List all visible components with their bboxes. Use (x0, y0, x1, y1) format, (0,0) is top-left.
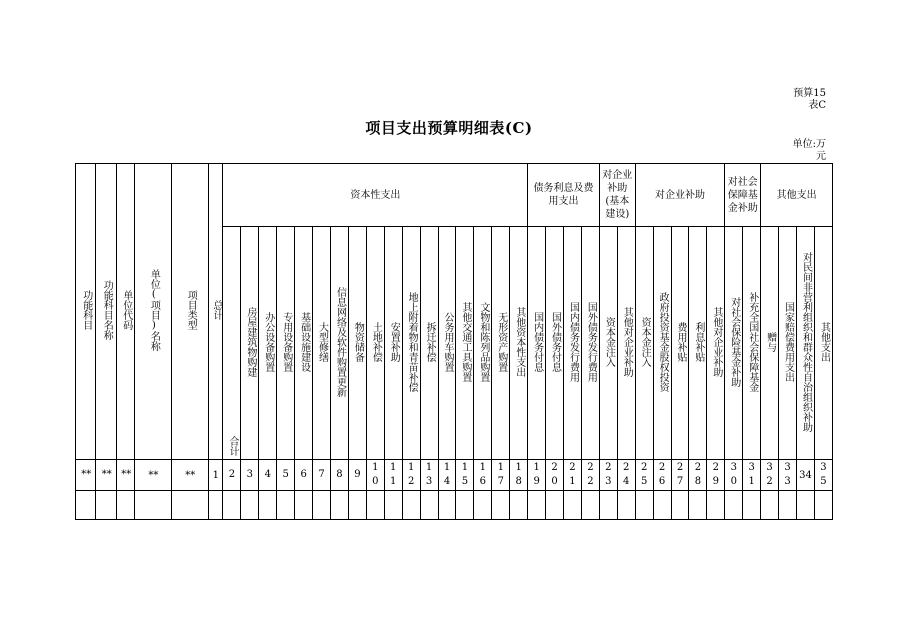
code-cell (348, 460, 366, 491)
budget-table (75, 163, 833, 520)
data-cell (707, 491, 725, 520)
code-cell (277, 460, 295, 491)
column-header-cell (402, 227, 420, 460)
code-cell (492, 460, 510, 491)
code-cell (779, 460, 797, 491)
code-value: ** (101, 469, 112, 480)
header-label: 赠与 (764, 331, 776, 352)
other-group-header (761, 164, 833, 227)
column-header-cell (277, 227, 295, 460)
column-header-cell (295, 227, 313, 460)
code-value: 7 (318, 469, 325, 480)
header-label: 国内债务发行费用 (567, 301, 579, 382)
header-label: 利息补贴 (692, 321, 704, 362)
header-label: 政府投资基金股权投资 (657, 291, 669, 392)
column-header-cell (546, 227, 564, 460)
column-header-cell (510, 227, 528, 460)
code-value: 18 (515, 462, 522, 487)
header-label: 地上附着物和青苗补偿 (406, 291, 418, 392)
code-cell (653, 460, 671, 491)
header-label: 房屋建筑物购建 (244, 306, 256, 377)
column-header-cell (366, 227, 384, 460)
code-value: 17 (497, 462, 504, 487)
page-title: 项目支出预算明细表(C) (365, 119, 533, 137)
group-label: 资本性支出 (350, 189, 401, 201)
column-header-cell (725, 227, 743, 460)
data-cell (725, 491, 743, 520)
code-cell (689, 460, 707, 491)
code-value: 30 (730, 462, 737, 487)
data-cell (172, 491, 209, 520)
data-cell (456, 491, 474, 520)
code-cell (617, 460, 635, 491)
data-cell (96, 491, 116, 520)
header-label: 资本金注入 (639, 316, 651, 367)
column-header-cell (259, 227, 277, 460)
header-label: 国家赔偿费用支出 (782, 301, 794, 382)
code-value: 21 (569, 462, 576, 487)
code-cell (116, 460, 134, 491)
column-header-cell (420, 227, 438, 460)
code-cell (635, 460, 653, 491)
column-header-cell (223, 227, 241, 460)
data-cell (241, 491, 259, 520)
column-header-cell (528, 227, 546, 460)
data-cell (528, 491, 546, 520)
code-cell (295, 460, 313, 491)
code-cell (438, 460, 456, 491)
code-cell (510, 460, 528, 491)
code-value: 19 (533, 462, 540, 487)
data-cell (671, 491, 689, 520)
code-cell (546, 460, 564, 491)
group-label: 其他支出 (776, 189, 817, 201)
column-header-cell (617, 227, 635, 460)
code-value: 35 (820, 462, 827, 487)
column-header-cell (779, 227, 797, 460)
data-cell (223, 491, 241, 520)
left-header-cell (116, 164, 134, 460)
column-header-cell (456, 227, 474, 460)
code-value: ** (121, 469, 132, 480)
header-label: 其他对企业补助 (710, 306, 722, 377)
group-label: 对企业补助(基本建设) (602, 170, 633, 220)
header-label: 国内债务付息 (531, 311, 543, 372)
data-cell (313, 491, 331, 520)
code-cell (209, 460, 223, 491)
column-header-cell (564, 227, 582, 460)
debt-group-header (528, 164, 600, 227)
code-value: 26 (658, 462, 666, 487)
left-header-cell (209, 164, 223, 460)
data-cell (402, 491, 420, 520)
left-header-cell (135, 164, 172, 460)
code-cell (814, 460, 832, 491)
column-header-cell (438, 227, 456, 460)
code-cell (725, 460, 743, 491)
header-label: 对民间非营利组织和群众性自治组织补助 (800, 251, 812, 432)
code-value: 9 (354, 469, 361, 480)
header-label: 拆迁补偿 (424, 321, 436, 362)
unit-label: 单位:万 元 (792, 139, 826, 162)
column-header-cell (384, 227, 402, 460)
enterprise-capital-group-header (599, 164, 635, 227)
column-header-cell (743, 227, 761, 460)
header-label: 公务用车购置 (442, 311, 453, 372)
data-cell (492, 491, 510, 520)
table-code: 表C (808, 100, 826, 111)
data-cell (510, 491, 528, 520)
header-label: 文物和陈列品购置 (477, 301, 489, 382)
header-label: 其他资本性支出 (513, 306, 525, 377)
code-cell (96, 460, 116, 491)
code-value: 33 (784, 462, 791, 487)
header-label: 补充全国社会保障基金 (746, 291, 758, 392)
data-cell (581, 491, 599, 520)
code-value: 13 (425, 462, 433, 487)
code-cell (707, 460, 725, 491)
code-value: 29 (712, 462, 720, 487)
column-header-cell (653, 227, 671, 460)
code-cell (564, 460, 582, 491)
data-cell (384, 491, 402, 520)
code-value: 3 (246, 469, 254, 480)
code-cell (172, 460, 209, 491)
column-header-cell (313, 227, 331, 460)
code-cell (420, 460, 438, 491)
code-cell (135, 460, 172, 491)
column-header-cell (474, 227, 492, 460)
data-cell (779, 491, 797, 520)
header-label: 单位代码 (120, 290, 132, 330)
code-cell (599, 460, 617, 491)
code-cell (366, 460, 384, 491)
code-value: 20 (551, 462, 558, 487)
data-cell (617, 491, 635, 520)
data-cell (653, 491, 671, 520)
data-cell (546, 491, 564, 520)
code-value: 32 (766, 462, 773, 487)
code-cell (671, 460, 689, 491)
column-header-cell (599, 227, 617, 460)
header-label: 费用补贴 (675, 321, 686, 362)
code-value: 12 (407, 462, 415, 487)
group-label: 对企业补助 (655, 189, 705, 201)
code-cell (313, 460, 331, 491)
code-value: ** (148, 469, 159, 481)
data-cell (814, 491, 832, 520)
code-value: ** (185, 469, 196, 481)
code-value: 22 (587, 462, 594, 487)
data-cell (348, 491, 366, 520)
header-label: 办公设备购置 (262, 311, 274, 372)
header-label: 无形资产购置 (495, 311, 507, 372)
code-cell (474, 460, 492, 491)
code-value: 27 (676, 462, 684, 487)
column-header-cell (635, 227, 653, 460)
code-value: 25 (640, 462, 648, 487)
group-label: 对社会保障基金补助 (727, 176, 758, 214)
code-cell (223, 460, 241, 491)
code-value: 2 (228, 469, 236, 480)
header-label: 其他支出 (818, 321, 830, 362)
column-header-cell (761, 227, 779, 460)
column-header-cell (581, 227, 599, 460)
code-value: 1 (212, 469, 219, 481)
header-label: 功能科目名称 (101, 280, 113, 340)
data-cell (689, 491, 707, 520)
code-value: 28 (694, 462, 702, 487)
column-header-cell (797, 227, 815, 460)
data-cell (135, 491, 172, 520)
code-cell (384, 460, 402, 491)
header-label: 总计 (210, 300, 222, 320)
code-value: 4 (264, 469, 271, 480)
code-cell (456, 460, 474, 491)
code-cell (761, 460, 779, 491)
data-cell (366, 491, 384, 520)
code-cell (331, 460, 349, 491)
header-label: 其他交通工具购置 (459, 301, 471, 382)
code-value: 16 (479, 462, 487, 487)
data-cell (420, 491, 438, 520)
header-label: 国外债务付息 (549, 311, 561, 372)
header-label: 土地补偿 (370, 321, 382, 362)
code-value: ** (81, 469, 92, 480)
data-cell (259, 491, 277, 520)
header-label: 大型修缮 (316, 321, 328, 362)
header-label: 物资储备 (352, 321, 364, 362)
column-header-cell (331, 227, 349, 460)
data-cell (743, 491, 761, 520)
form-code: 预算15 (793, 88, 826, 99)
data-cell (116, 491, 134, 520)
data-cell (76, 491, 96, 520)
data-cell (797, 491, 815, 520)
data-cell (564, 491, 582, 520)
code-cell (241, 460, 259, 491)
code-value: 11 (390, 462, 397, 487)
code-value: 8 (336, 469, 343, 480)
header-label: 其他对企业补助 (621, 306, 633, 377)
left-header-cell (76, 164, 96, 460)
column-header-cell (671, 227, 689, 460)
code-cell (581, 460, 599, 491)
data-cell (599, 491, 617, 520)
code-cell (76, 460, 96, 491)
code-value: 10 (372, 462, 379, 487)
header-label: 信息网络及软件购置更新 (334, 286, 346, 397)
code-cell (743, 460, 761, 491)
header-label: 对社会保险基金补助 (728, 296, 740, 387)
code-cell (797, 460, 815, 491)
code-value: 6 (300, 469, 307, 480)
header-label: 基础设施建设 (298, 311, 310, 372)
code-value: 34 (799, 469, 812, 481)
header-label: 项目类型 (185, 290, 197, 330)
column-header-cell (348, 227, 366, 460)
group-label: 债务利息及费用支出 (533, 183, 594, 207)
code-value: 31 (748, 462, 755, 487)
social-group-header (725, 164, 761, 227)
header-label: 安置补助 (388, 321, 400, 362)
column-header-cell (492, 227, 510, 460)
capital-group-header (223, 164, 528, 227)
header-label: 功能科目 (80, 290, 92, 330)
column-header-cell (689, 227, 707, 460)
data-cell (331, 491, 349, 520)
data-cell (635, 491, 653, 520)
data-cell (295, 491, 313, 520)
header-label: 资本金注入 (603, 316, 615, 367)
code-cell (402, 460, 420, 491)
code-value: 14 (443, 462, 451, 487)
left-header-cell (96, 164, 116, 460)
code-cell (259, 460, 277, 491)
left-header-cell (172, 164, 209, 460)
code-value: 23 (605, 462, 612, 487)
column-header-cell (814, 227, 832, 460)
header-label: 国外债务发行费用 (585, 301, 597, 382)
data-cell (277, 491, 295, 520)
header-label: 合计 (226, 436, 238, 456)
header-label: 专用设备购置 (280, 311, 292, 372)
column-header-cell (707, 227, 725, 460)
code-value: 15 (461, 462, 469, 487)
code-value: 24 (623, 462, 630, 487)
data-cell (474, 491, 492, 520)
code-value: 5 (282, 469, 289, 480)
data-cell (438, 491, 456, 520)
header-label: 单位(项目)名称 (148, 269, 160, 351)
data-cell (209, 491, 223, 520)
data-cell (761, 491, 779, 520)
enterprise-group-header (635, 164, 725, 227)
code-cell (528, 460, 546, 491)
column-header-cell (241, 227, 259, 460)
